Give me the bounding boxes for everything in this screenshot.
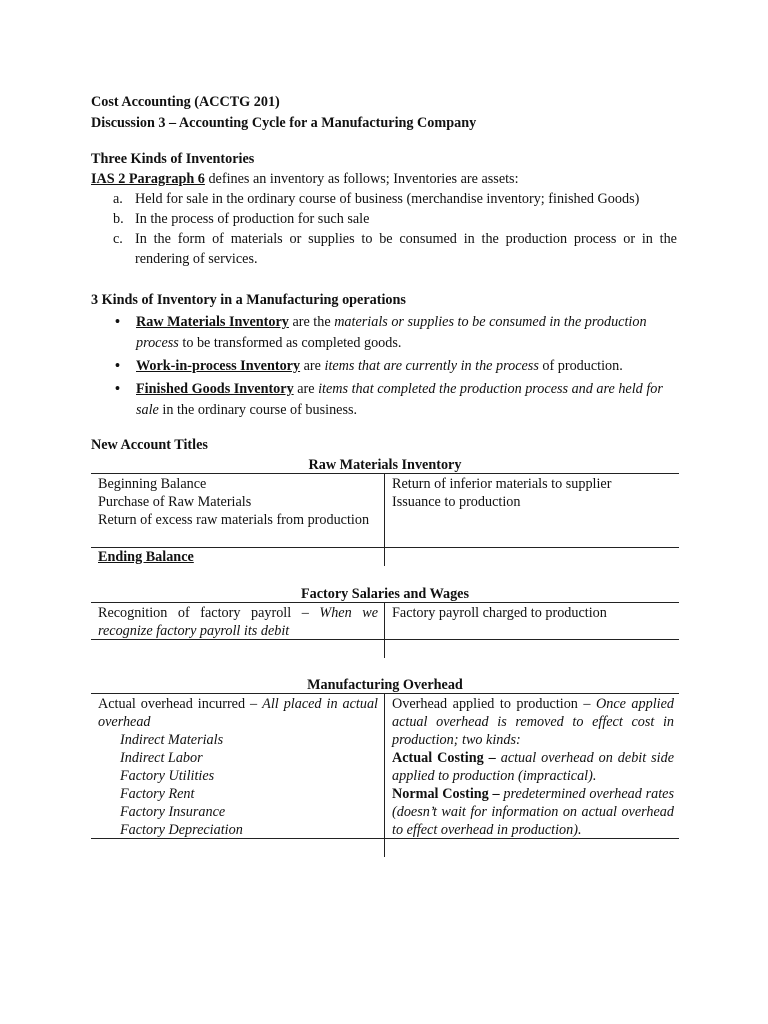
overhead-title: Manufacturing Overhead (307, 677, 463, 693)
inventory-definition-list (91, 189, 677, 269)
factory-salaries-credit: Factory payroll charged to production (392, 605, 607, 621)
list-item: Factory Rent (120, 786, 195, 802)
list-item: Factory Depreciation (120, 822, 243, 838)
list-item: Indirect Labor (120, 750, 203, 766)
factory-salaries-t-account (91, 602, 679, 658)
raw-materials-credit: Return of inferior materials to supplier Issuance to production (392, 476, 612, 510)
discussion-title: Discussion 3 – Accounting Cycle for a Manufacturing Company (91, 115, 477, 131)
manufacturing-bullets (91, 312, 677, 423)
ias-reference: IAS 2 Paragraph 6 (91, 171, 205, 187)
normal-costing-term: Normal Costing – (392, 786, 500, 802)
list-item: a. Held for sale in the ordinary course of business (merchandise inventory; finished Goods) (113, 191, 640, 207)
list-item: Factory Insurance (120, 804, 226, 820)
factory-salaries-title: Factory Salaries and Wages (300, 586, 469, 602)
list-item: Factory Utilities (120, 768, 215, 784)
raw-materials-title: Raw Materials Inventory (308, 457, 462, 473)
actual-costing-term: Actual Costing – (392, 750, 496, 766)
overhead-debit: Actual overhead incurred – All placed in actual overhead Indirect Materials Indirect Labor Factory Utilities Factory Rent Factory Insurance Factory Depreciation (98, 696, 379, 838)
overhead-credit: Overhead applied to production – Once applied actual overhead is removed to effect cost in production; two kinds: Actual Costing – actual overhead on debit side applied to production (impractical). Normal Costing – predetermined overhead rates (doesn’t wait for information on actual overhead to effect overhead in production). (392, 696, 674, 838)
raw-materials-t-account (91, 473, 679, 566)
raw-materials-debit: Beginning Balance Purchase of Raw Materials Return of excess raw materials from production (98, 476, 370, 528)
list-item: • Work-in-process Inventory are items that are currently in the process of production. (115, 358, 623, 374)
overhead-t-account (91, 693, 679, 857)
new-accounts-heading: New Account Titles (91, 437, 208, 453)
manufacturing-heading: 3 Kinds of Inventory in a Manufacturing operations (91, 292, 406, 308)
list-item: • Finished Goods Inventory are items that completed the production process and are held for sale in the ordinary course of business. (115, 381, 663, 418)
list-item: c. In the form of materials or supplies to be consumed in the production process or in the rendering of services. (113, 231, 677, 267)
factory-salaries-debit: Recognition of factory payroll – When we recognize factory payroll its debit (98, 605, 378, 639)
ias-intro: defines an inventory as follows; Inventories are assets: (204, 171, 519, 187)
three-kinds-heading: Three Kinds of Inventories (91, 151, 255, 167)
list-item: • Raw Materials Inventory are the materials or supplies to be consumed in the production process to be transformed as completed goods. (115, 314, 647, 351)
course-title: Cost Accounting (ACCTG 201) (91, 94, 280, 110)
ias-definition (91, 169, 677, 189)
list-item: b. In the process of production for such sale (113, 211, 370, 227)
raw-materials-ending-balance: Ending Balance (98, 549, 194, 565)
list-item: Indirect Materials (120, 732, 224, 748)
